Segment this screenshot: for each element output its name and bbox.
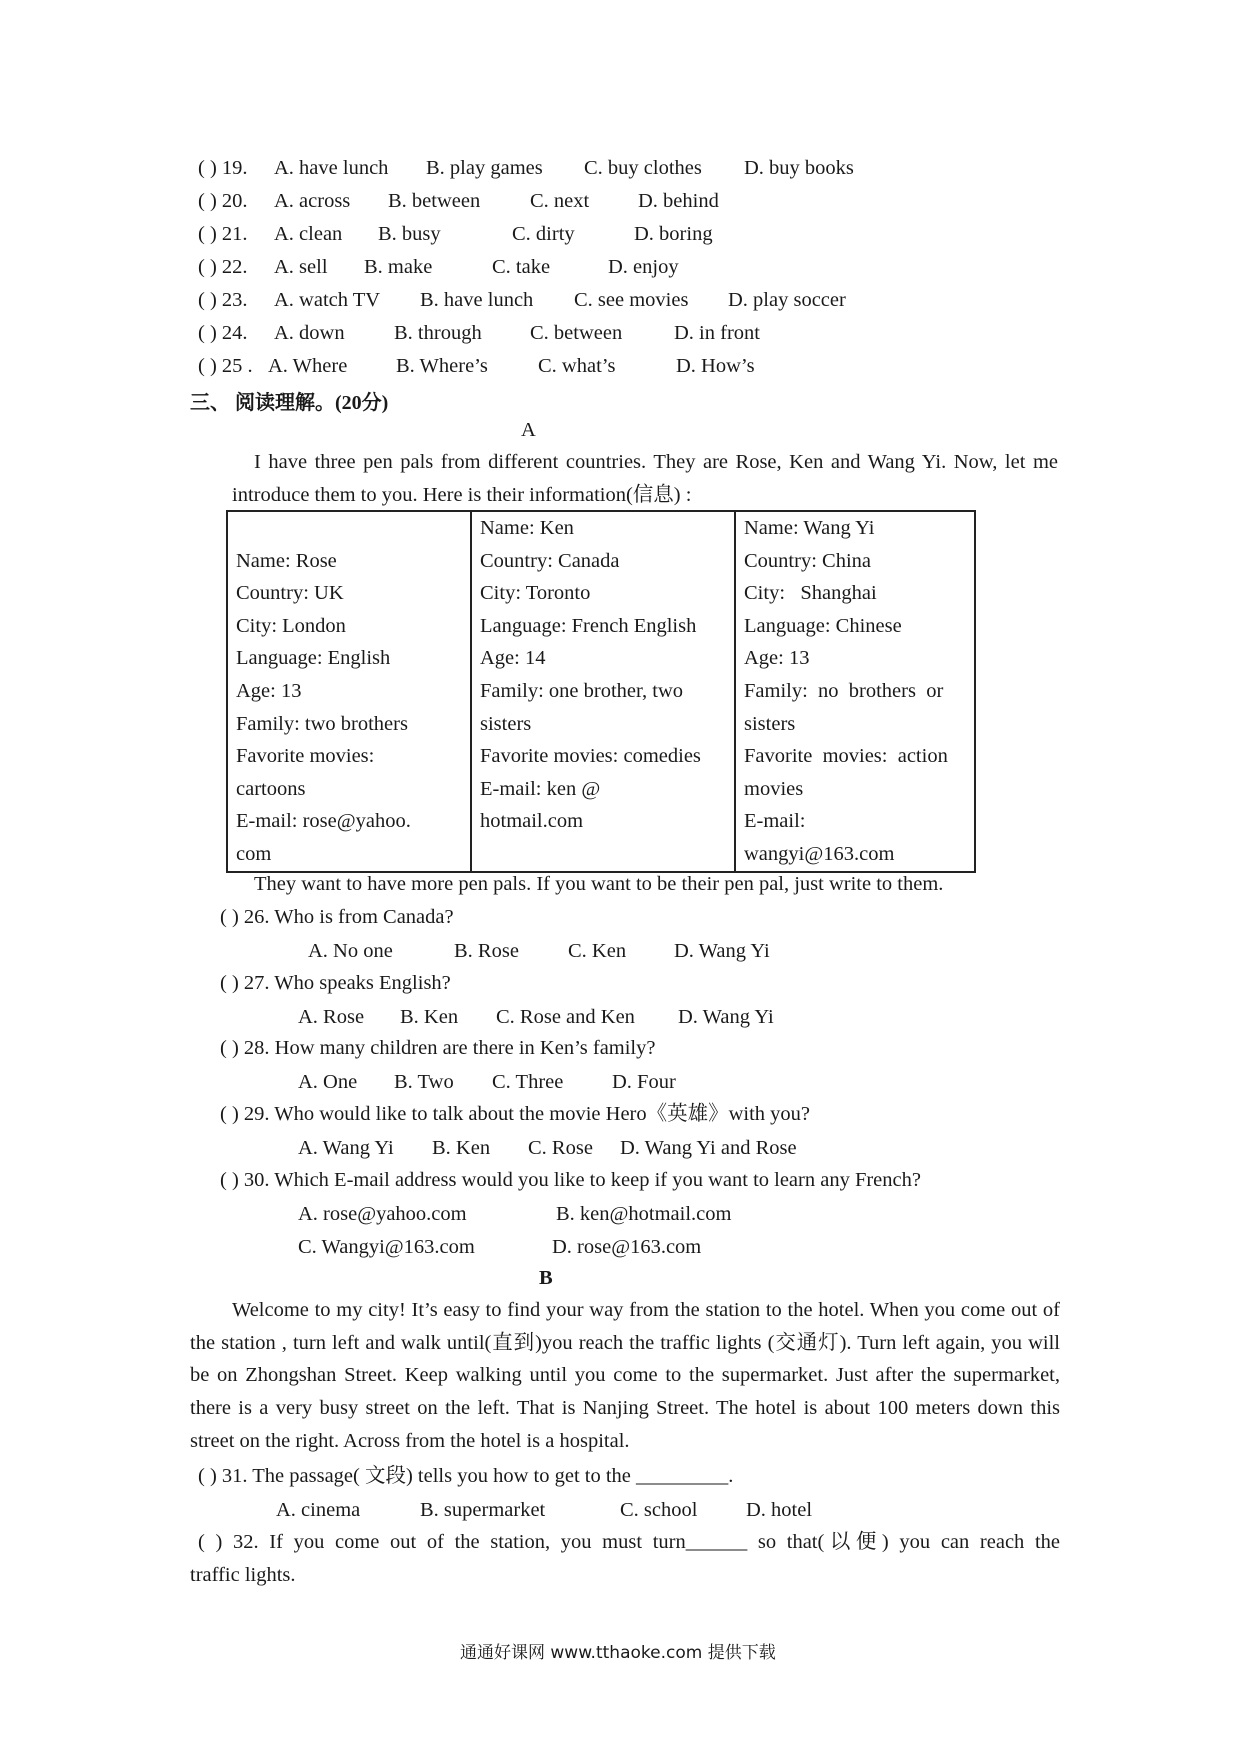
- question-31-options: A. cinema B. supermarket C. school D. hotel: [276, 1499, 813, 1521]
- passage-a-intro: I have three pen pals from different countries. They are Rose, Ken and Wang Yi. Now, let me introduce them to you. Here is their information(信息) :: [232, 451, 1058, 506]
- question-row: [198, 289, 958, 313]
- option: A. sell: [274, 256, 328, 278]
- question-row: [198, 190, 958, 214]
- option: A. clean: [274, 223, 343, 245]
- question-row: [198, 355, 958, 379]
- question-30-stem: ( ) 30. Which E-mail address would you like to keep if you want to learn any French?: [220, 1169, 921, 1191]
- question-30-options-row2: C. Wangyi@163.com D. rose@163.com: [298, 1236, 702, 1258]
- option: C. dirty: [512, 223, 575, 245]
- question-number: ( ) 25 .: [198, 355, 253, 377]
- question-number: ( ) 24.: [198, 322, 248, 344]
- option: A. across: [274, 190, 351, 212]
- option: D. in front: [674, 322, 760, 344]
- option: C. between: [530, 322, 623, 344]
- option: A. down: [274, 322, 345, 344]
- question-26-options: A. No one B. Rose C. Ken D. Wang Yi: [308, 940, 770, 962]
- option: B. Where’s: [396, 355, 488, 377]
- option: A. have lunch: [274, 157, 389, 179]
- question-29-stem: ( ) 29. Who would like to talk about the movie Hero《英雄》with you?: [220, 1103, 811, 1125]
- option: C. what’s: [538, 355, 616, 377]
- wangyi-cell: Name: Wang Yi Country: China City: Shanghai Language: Chinese Age: 13 Family: no brothers or sisters Favorite movies: action movies E-mail: wangyi@163.com: [735, 511, 975, 872]
- question-27-stem: ( ) 27. Who speaks English?: [220, 972, 451, 994]
- option: C. next: [530, 190, 590, 212]
- question-26-stem: ( ) 26. Who is from Canada?: [220, 906, 454, 928]
- pen-pal-table: [226, 510, 976, 873]
- page-footer: 通通好课网 www.tthaoke.com 提供下载: [460, 1643, 776, 1663]
- rose-cell: Name: Rose Country: UK City: London Language: English Age: 13 Family: two brothers Favorite movies: cartoons E-mail: rose@yahoo. com: [227, 511, 471, 872]
- question-number: ( ) 23.: [198, 289, 248, 311]
- question-27-options: A. Rose B. Ken C. Rose and Ken D. Wang Yi: [298, 1006, 774, 1028]
- question-number: ( ) 19.: [198, 157, 248, 179]
- question-30-options-row1: A. rose@yahoo.com B. ken@hotmail.com: [298, 1203, 732, 1225]
- question-28-options: A. One B. Two C. Three D. Four: [298, 1071, 676, 1093]
- option: B. have lunch: [420, 289, 534, 311]
- option: B. busy: [378, 223, 441, 245]
- option: D. How’s: [676, 355, 755, 377]
- ken-cell: Name: Ken Country: Canada City: Toronto Language: French English Age: 14 Family: one brother, two sisters Favorite movies: comedies E-mail: ken @ hotmail.com: [471, 511, 735, 872]
- question-32-stem: ( ) 32. If you come out of the station, you must turn______ so that(以便) you can reach the: [198, 1531, 1060, 1553]
- option: D. play soccer: [728, 289, 846, 311]
- option: A. watch TV: [274, 289, 381, 311]
- question-31-stem: ( ) 31. The passage( 文段) tells you how to get to the _________.: [198, 1465, 734, 1487]
- question-row: [198, 322, 958, 346]
- option: B. make: [364, 256, 433, 278]
- option: C. buy clothes: [584, 157, 702, 179]
- option: B. play games: [426, 157, 543, 179]
- option: D. boring: [634, 223, 713, 245]
- option: D. buy books: [744, 157, 854, 179]
- question-row: [198, 157, 958, 181]
- passage-a-closing: They want to have more pen pals. If you want to be their pen pal, just write to them.: [254, 873, 944, 895]
- section-title: 三、 阅读理解。(20分): [190, 392, 389, 414]
- question-number: ( ) 22.: [198, 256, 248, 278]
- passage-b-text: Welcome to my city! It’s easy to find your way from the station to the hotel. When you come out of the station , turn left and walk until(直到)you reach the traffic lights (交通灯). Turn left again, you will be on Zhongshan Street. Keep walking until you come to the supermarket. Just after the supermarket, there is a very busy street on the left. That is Nanjing Street. The hotel is about 100 meters down this street on the right. Across from the hotel is a hospital.: [190, 1299, 1060, 1452]
- question-number: ( ) 20.: [198, 190, 248, 212]
- option: B. through: [394, 322, 482, 344]
- question-28-stem: ( ) 28. How many children are there in Ken’s family?: [220, 1037, 656, 1059]
- question-32-stem-continued: traffic lights.: [190, 1564, 296, 1586]
- passage-b-label: B: [539, 1267, 553, 1289]
- passage-a-label: A: [521, 419, 536, 441]
- option: D. behind: [638, 190, 719, 212]
- question-number: ( ) 21.: [198, 223, 248, 245]
- question-29-options: A. Wang Yi B. Ken C. Rose D. Wang Yi and Rose: [298, 1137, 797, 1159]
- option: C. see movies: [574, 289, 689, 311]
- option: C. take: [492, 256, 551, 278]
- option: D. enjoy: [608, 256, 679, 278]
- option: B. between: [388, 190, 481, 212]
- question-row: [198, 223, 958, 247]
- option: A. Where: [268, 355, 348, 377]
- question-row: [198, 256, 958, 280]
